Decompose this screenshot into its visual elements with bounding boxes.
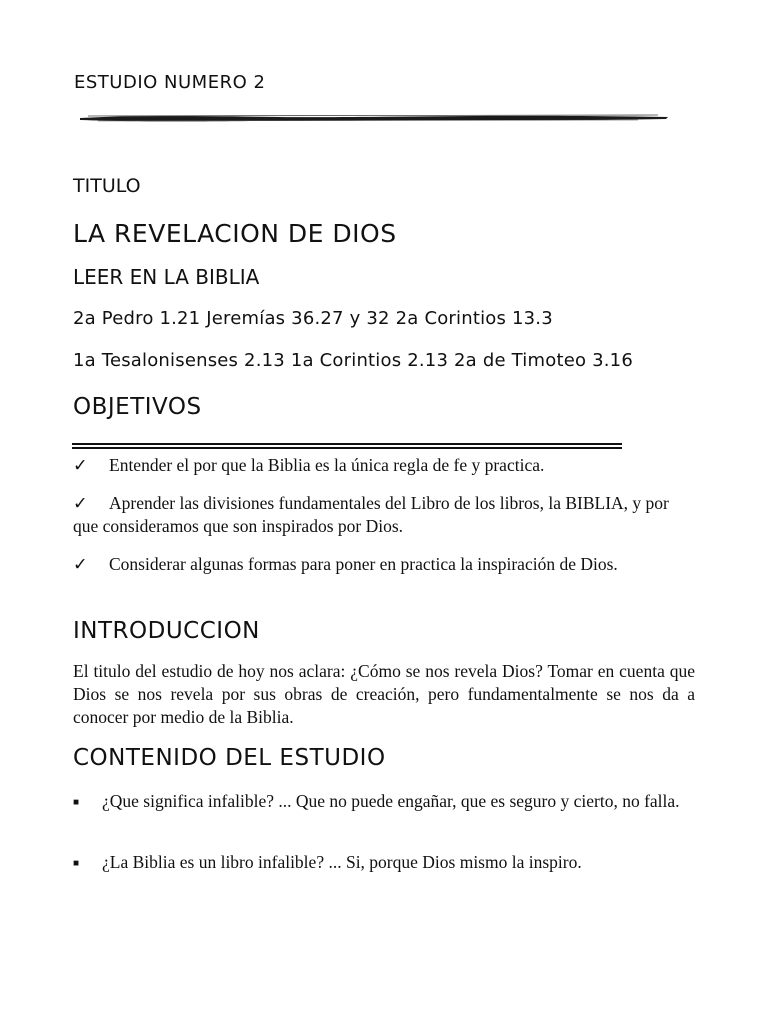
- square-bullet-icon: ■: [73, 797, 80, 808]
- read-in-bible-label: LEER EN LA BIBLIA: [73, 265, 260, 289]
- double-rule-divider: [72, 443, 622, 449]
- bible-references-line-1: 2a Pedro 1.21 Jeremías 36.27 y 32 2a Corintios 13.3: [73, 308, 553, 329]
- content-text: ¿La Biblia es un libro infalible? ... Si, porque Dios mismo la inspiro.: [102, 852, 582, 872]
- checkmark-icon: ✓: [73, 554, 88, 574]
- objectives-heading: OBJETIVOS: [73, 394, 202, 420]
- content-text: ¿Que significa infalible? ... Que no puede engañar, que es seguro y cierto, no falla.: [102, 791, 680, 811]
- checkmark-icon: ✓: [73, 493, 88, 513]
- content-heading: CONTENIDO DEL ESTUDIO: [73, 745, 386, 771]
- brush-stroke-divider: [78, 112, 670, 124]
- study-number: ESTUDIO NUMERO 2: [74, 72, 266, 93]
- content-item: [73, 790, 695, 814]
- objective-text: Considerar algunas formas para poner en practica la inspiración de Dios.: [109, 554, 618, 574]
- content-item: [73, 851, 695, 875]
- introduction-text: El titulo del estudio de hoy nos aclara: ¿Cómo se nos revela Dios? Tomar en cuenta que Dios se nos revela por sus obras de creación, pero fundamentalmente se nos da a conocer por medio de la Biblia.: [73, 661, 695, 727]
- objective-text: Entender el por que la Biblia es la única regla de fe y practica.: [109, 455, 545, 475]
- bible-references-line-2: 1a Tesalonisenses 2.13 1a Corintios 2.13 2a de Timoteo 3.16: [73, 350, 633, 371]
- square-bullet-icon: ■: [73, 858, 80, 869]
- objective-item: [73, 454, 695, 477]
- introduction-heading: INTRODUCCION: [73, 618, 260, 644]
- objective-item: [73, 492, 695, 538]
- study-title: LA REVELACION DE DIOS: [73, 219, 397, 248]
- objective-item: [73, 553, 695, 576]
- title-label: TITULO: [73, 175, 141, 197]
- checkmark-icon: ✓: [73, 455, 88, 475]
- objective-text: Aprender las divisiones fundamentales del Libro de los libros, la BIBLIA, y por que consideramos que son inspirados por Dios.: [73, 493, 669, 536]
